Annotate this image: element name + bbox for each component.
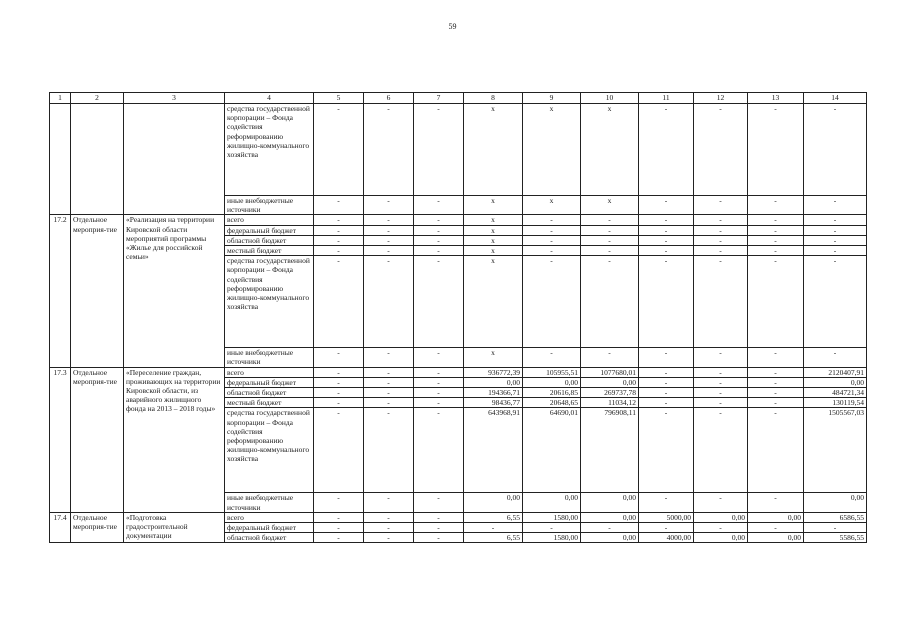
- value-cell: -: [804, 348, 867, 367]
- value-cell: -: [414, 408, 464, 493]
- table-row: [50, 367, 867, 377]
- value-cell: -: [523, 256, 581, 348]
- value-cell: -: [414, 196, 464, 215]
- value-cell: -: [314, 196, 364, 215]
- value-cell: -: [314, 235, 364, 245]
- measure-num: 17.3: [50, 367, 71, 512]
- header-cell: 11: [639, 93, 694, 104]
- value-cell: -: [523, 235, 581, 245]
- value-cell: 11034,12: [581, 398, 639, 408]
- header-cell: 2: [71, 93, 124, 104]
- value-cell: -: [464, 523, 523, 533]
- value-cell: 2120407,91: [804, 367, 867, 377]
- value-cell: -: [694, 367, 748, 377]
- measure-name: «Переселение граждан, проживающих на территории Кировской области, из аварийного жилищного фонда на 2013 – 2018 годы»: [124, 367, 225, 512]
- value-cell: 0,00: [804, 493, 867, 512]
- value-cell: -: [639, 367, 694, 377]
- value-cell: -: [314, 348, 364, 367]
- funding-source: иные внебюджетные источники: [225, 493, 314, 512]
- value-cell: -: [748, 215, 804, 225]
- value-cell: -: [314, 408, 364, 493]
- measure-num: 17.2: [50, 215, 71, 367]
- funding-source: иные внебюджетные источники: [225, 196, 314, 215]
- measure-type: Отдельное мероприя-тие: [71, 215, 124, 367]
- measure-num: [50, 104, 71, 215]
- value-cell: -: [694, 398, 748, 408]
- measure-type: Отдельное мероприя-тие: [71, 367, 124, 512]
- value-cell: -: [414, 523, 464, 533]
- value-cell: -: [364, 377, 414, 387]
- value-cell: -: [581, 225, 639, 235]
- value-cell: -: [314, 256, 364, 348]
- value-cell: 0,00: [523, 493, 581, 512]
- value-cell: -: [314, 523, 364, 533]
- value-cell: -: [748, 367, 804, 377]
- value-cell: -: [414, 493, 464, 512]
- value-cell: x: [464, 256, 523, 348]
- value-cell: -: [804, 256, 867, 348]
- value-cell: -: [748, 104, 804, 196]
- value-cell: 1505567,03: [804, 408, 867, 493]
- value-cell: -: [748, 196, 804, 215]
- funding-source: средства государственной корпорации – Фонда содействия реформированию жилищно-коммунального хозяйства: [225, 256, 314, 348]
- value-cell: -: [314, 377, 364, 387]
- value-cell: 5586,55: [804, 533, 867, 543]
- value-cell: -: [364, 225, 414, 235]
- funding-source: областной бюджет: [225, 388, 314, 398]
- funding-source: местный бюджет: [225, 246, 314, 256]
- value-cell: 269737,78: [581, 388, 639, 398]
- funding-source: всего: [225, 215, 314, 225]
- value-cell: -: [581, 235, 639, 245]
- value-cell: -: [639, 398, 694, 408]
- value-cell: -: [804, 225, 867, 235]
- value-cell: 0,00: [581, 493, 639, 512]
- value-cell: -: [523, 348, 581, 367]
- header-cell: 10: [581, 93, 639, 104]
- value-cell: -: [364, 523, 414, 533]
- value-cell: -: [694, 348, 748, 367]
- value-cell: -: [694, 215, 748, 225]
- value-cell: -: [581, 256, 639, 348]
- value-cell: -: [314, 388, 364, 398]
- value-cell: 6,55: [464, 512, 523, 522]
- value-cell: x: [464, 348, 523, 367]
- value-cell: -: [639, 246, 694, 256]
- value-cell: x: [464, 196, 523, 215]
- value-cell: -: [639, 235, 694, 245]
- header-cell: 1: [50, 93, 71, 104]
- value-cell: x: [464, 104, 523, 196]
- value-cell: -: [414, 348, 464, 367]
- value-cell: -: [364, 256, 414, 348]
- value-cell: -: [639, 196, 694, 215]
- page-number: 59: [448, 22, 457, 31]
- funding-source: федеральный бюджет: [225, 225, 314, 235]
- value-cell: -: [639, 348, 694, 367]
- value-cell: -: [748, 246, 804, 256]
- value-cell: -: [364, 235, 414, 245]
- value-cell: -: [639, 225, 694, 235]
- value-cell: 0,00: [523, 377, 581, 387]
- value-cell: -: [364, 104, 414, 196]
- value-cell: -: [414, 246, 464, 256]
- value-cell: 1580,00: [523, 512, 581, 522]
- value-cell: -: [314, 533, 364, 543]
- value-cell: 6586,55: [804, 512, 867, 522]
- value-cell: -: [581, 246, 639, 256]
- value-cell: -: [364, 367, 414, 377]
- funding-source: федеральный бюджет: [225, 523, 314, 533]
- value-cell: -: [639, 256, 694, 348]
- funding-source: областной бюджет: [225, 533, 314, 543]
- header-cell: 5: [314, 93, 364, 104]
- funding-source: средства государственной корпорации – Фонда содействия реформированию жилищно-коммунального хозяйства: [225, 104, 314, 196]
- value-cell: 484721,34: [804, 388, 867, 398]
- value-cell: -: [639, 215, 694, 225]
- value-cell: -: [523, 225, 581, 235]
- funding-source: всего: [225, 367, 314, 377]
- header-cell: 13: [748, 93, 804, 104]
- funding-source: областной бюджет: [225, 235, 314, 245]
- header-cell: 14: [804, 93, 867, 104]
- value-cell: -: [748, 377, 804, 387]
- value-cell: -: [694, 246, 748, 256]
- value-cell: -: [694, 104, 748, 196]
- value-cell: -: [364, 533, 414, 543]
- value-cell: -: [639, 104, 694, 196]
- value-cell: -: [523, 215, 581, 225]
- value-cell: -: [748, 225, 804, 235]
- header-cell: 8: [464, 93, 523, 104]
- funding-source: федеральный бюджет: [225, 377, 314, 387]
- value-cell: 130119,54: [804, 398, 867, 408]
- value-cell: -: [314, 398, 364, 408]
- value-cell: x: [581, 196, 639, 215]
- value-cell: x: [523, 196, 581, 215]
- value-cell: -: [694, 377, 748, 387]
- value-cell: -: [523, 523, 581, 533]
- value-cell: -: [748, 408, 804, 493]
- value-cell: -: [804, 523, 867, 533]
- value-cell: 936772,39: [464, 367, 523, 377]
- value-cell: 0,00: [748, 512, 804, 522]
- budget-table: [49, 92, 867, 543]
- value-cell: -: [581, 348, 639, 367]
- table-row: [50, 104, 867, 196]
- value-cell: 98436,77: [464, 398, 523, 408]
- value-cell: -: [694, 523, 748, 533]
- value-cell: -: [694, 408, 748, 493]
- value-cell: -: [364, 196, 414, 215]
- value-cell: -: [639, 388, 694, 398]
- value-cell: 0,00: [748, 533, 804, 543]
- value-cell: -: [414, 235, 464, 245]
- value-cell: -: [804, 215, 867, 225]
- value-cell: 5000,00: [639, 512, 694, 522]
- value-cell: -: [414, 215, 464, 225]
- value-cell: -: [804, 104, 867, 196]
- value-cell: -: [414, 256, 464, 348]
- measure-name: «Реализация на территории Кировской области мероприятий программы «Жилье для российской семьи»: [124, 215, 225, 367]
- value-cell: 0,00: [581, 533, 639, 543]
- value-cell: -: [581, 523, 639, 533]
- funding-source: средства государственной корпорации – Фонда содействия реформированию жилищно-коммунального хозяйства: [225, 408, 314, 493]
- header-row: [50, 93, 867, 104]
- value-cell: -: [748, 398, 804, 408]
- value-cell: -: [694, 256, 748, 348]
- value-cell: -: [314, 215, 364, 225]
- measure-name: «Подготовка градостроительной документации: [124, 512, 225, 543]
- measure-num: 17.4: [50, 512, 71, 543]
- value-cell: -: [414, 225, 464, 235]
- value-cell: -: [314, 512, 364, 522]
- value-cell: -: [314, 493, 364, 512]
- value-cell: -: [414, 533, 464, 543]
- value-cell: 1580,00: [523, 533, 581, 543]
- value-cell: -: [694, 493, 748, 512]
- value-cell: -: [639, 377, 694, 387]
- value-cell: -: [804, 196, 867, 215]
- value-cell: -: [523, 246, 581, 256]
- value-cell: -: [639, 408, 694, 493]
- value-cell: -: [314, 246, 364, 256]
- value-cell: -: [414, 398, 464, 408]
- value-cell: 20648,65: [523, 398, 581, 408]
- value-cell: -: [414, 377, 464, 387]
- value-cell: -: [748, 348, 804, 367]
- value-cell: -: [414, 104, 464, 196]
- value-cell: x: [464, 225, 523, 235]
- measure-type: [71, 104, 124, 215]
- value-cell: -: [694, 388, 748, 398]
- value-cell: 0,00: [464, 493, 523, 512]
- value-cell: 6,55: [464, 533, 523, 543]
- value-cell: -: [314, 225, 364, 235]
- header-cell: 3: [124, 93, 225, 104]
- funding-source: местный бюджет: [225, 398, 314, 408]
- value-cell: -: [639, 493, 694, 512]
- value-cell: 4000,00: [639, 533, 694, 543]
- value-cell: -: [364, 493, 414, 512]
- header-cell: 12: [694, 93, 748, 104]
- value-cell: -: [414, 512, 464, 522]
- value-cell: 1077680,01: [581, 367, 639, 377]
- value-cell: 796908,11: [581, 408, 639, 493]
- value-cell: -: [694, 196, 748, 215]
- value-cell: x: [464, 215, 523, 225]
- value-cell: -: [694, 225, 748, 235]
- value-cell: -: [364, 388, 414, 398]
- value-cell: -: [804, 235, 867, 245]
- header-cell: 4: [225, 93, 314, 104]
- value-cell: -: [804, 246, 867, 256]
- value-cell: 0,00: [694, 533, 748, 543]
- value-cell: -: [748, 256, 804, 348]
- funding-source: всего: [225, 512, 314, 522]
- value-cell: -: [639, 523, 694, 533]
- value-cell: -: [748, 523, 804, 533]
- value-cell: x: [581, 104, 639, 196]
- header-cell: 6: [364, 93, 414, 104]
- value-cell: 0,00: [464, 377, 523, 387]
- header-cell: 7: [414, 93, 464, 104]
- value-cell: -: [364, 215, 414, 225]
- value-cell: 64690,01: [523, 408, 581, 493]
- value-cell: -: [364, 246, 414, 256]
- value-cell: -: [314, 367, 364, 377]
- value-cell: -: [414, 388, 464, 398]
- value-cell: x: [464, 246, 523, 256]
- value-cell: -: [581, 215, 639, 225]
- value-cell: -: [748, 493, 804, 512]
- value-cell: -: [748, 235, 804, 245]
- funding-source: иные внебюджетные источники: [225, 348, 314, 367]
- table-row: [50, 215, 867, 225]
- value-cell: 0,00: [804, 377, 867, 387]
- value-cell: -: [364, 348, 414, 367]
- table-row: [50, 512, 867, 522]
- measure-type: Отдельное мероприя-тие: [71, 512, 124, 543]
- measure-name: [124, 104, 225, 215]
- value-cell: -: [364, 512, 414, 522]
- value-cell: x: [523, 104, 581, 196]
- value-cell: x: [464, 235, 523, 245]
- value-cell: 0,00: [581, 377, 639, 387]
- value-cell: -: [694, 235, 748, 245]
- value-cell: 194366,71: [464, 388, 523, 398]
- value-cell: 0,00: [694, 512, 748, 522]
- value-cell: 20616,85: [523, 388, 581, 398]
- header-cell: 9: [523, 93, 581, 104]
- value-cell: -: [364, 408, 414, 493]
- value-cell: 643968,91: [464, 408, 523, 493]
- value-cell: -: [364, 398, 414, 408]
- value-cell: -: [748, 388, 804, 398]
- value-cell: -: [314, 104, 364, 196]
- value-cell: 105955,51: [523, 367, 581, 377]
- value-cell: -: [414, 367, 464, 377]
- value-cell: 0,00: [581, 512, 639, 522]
